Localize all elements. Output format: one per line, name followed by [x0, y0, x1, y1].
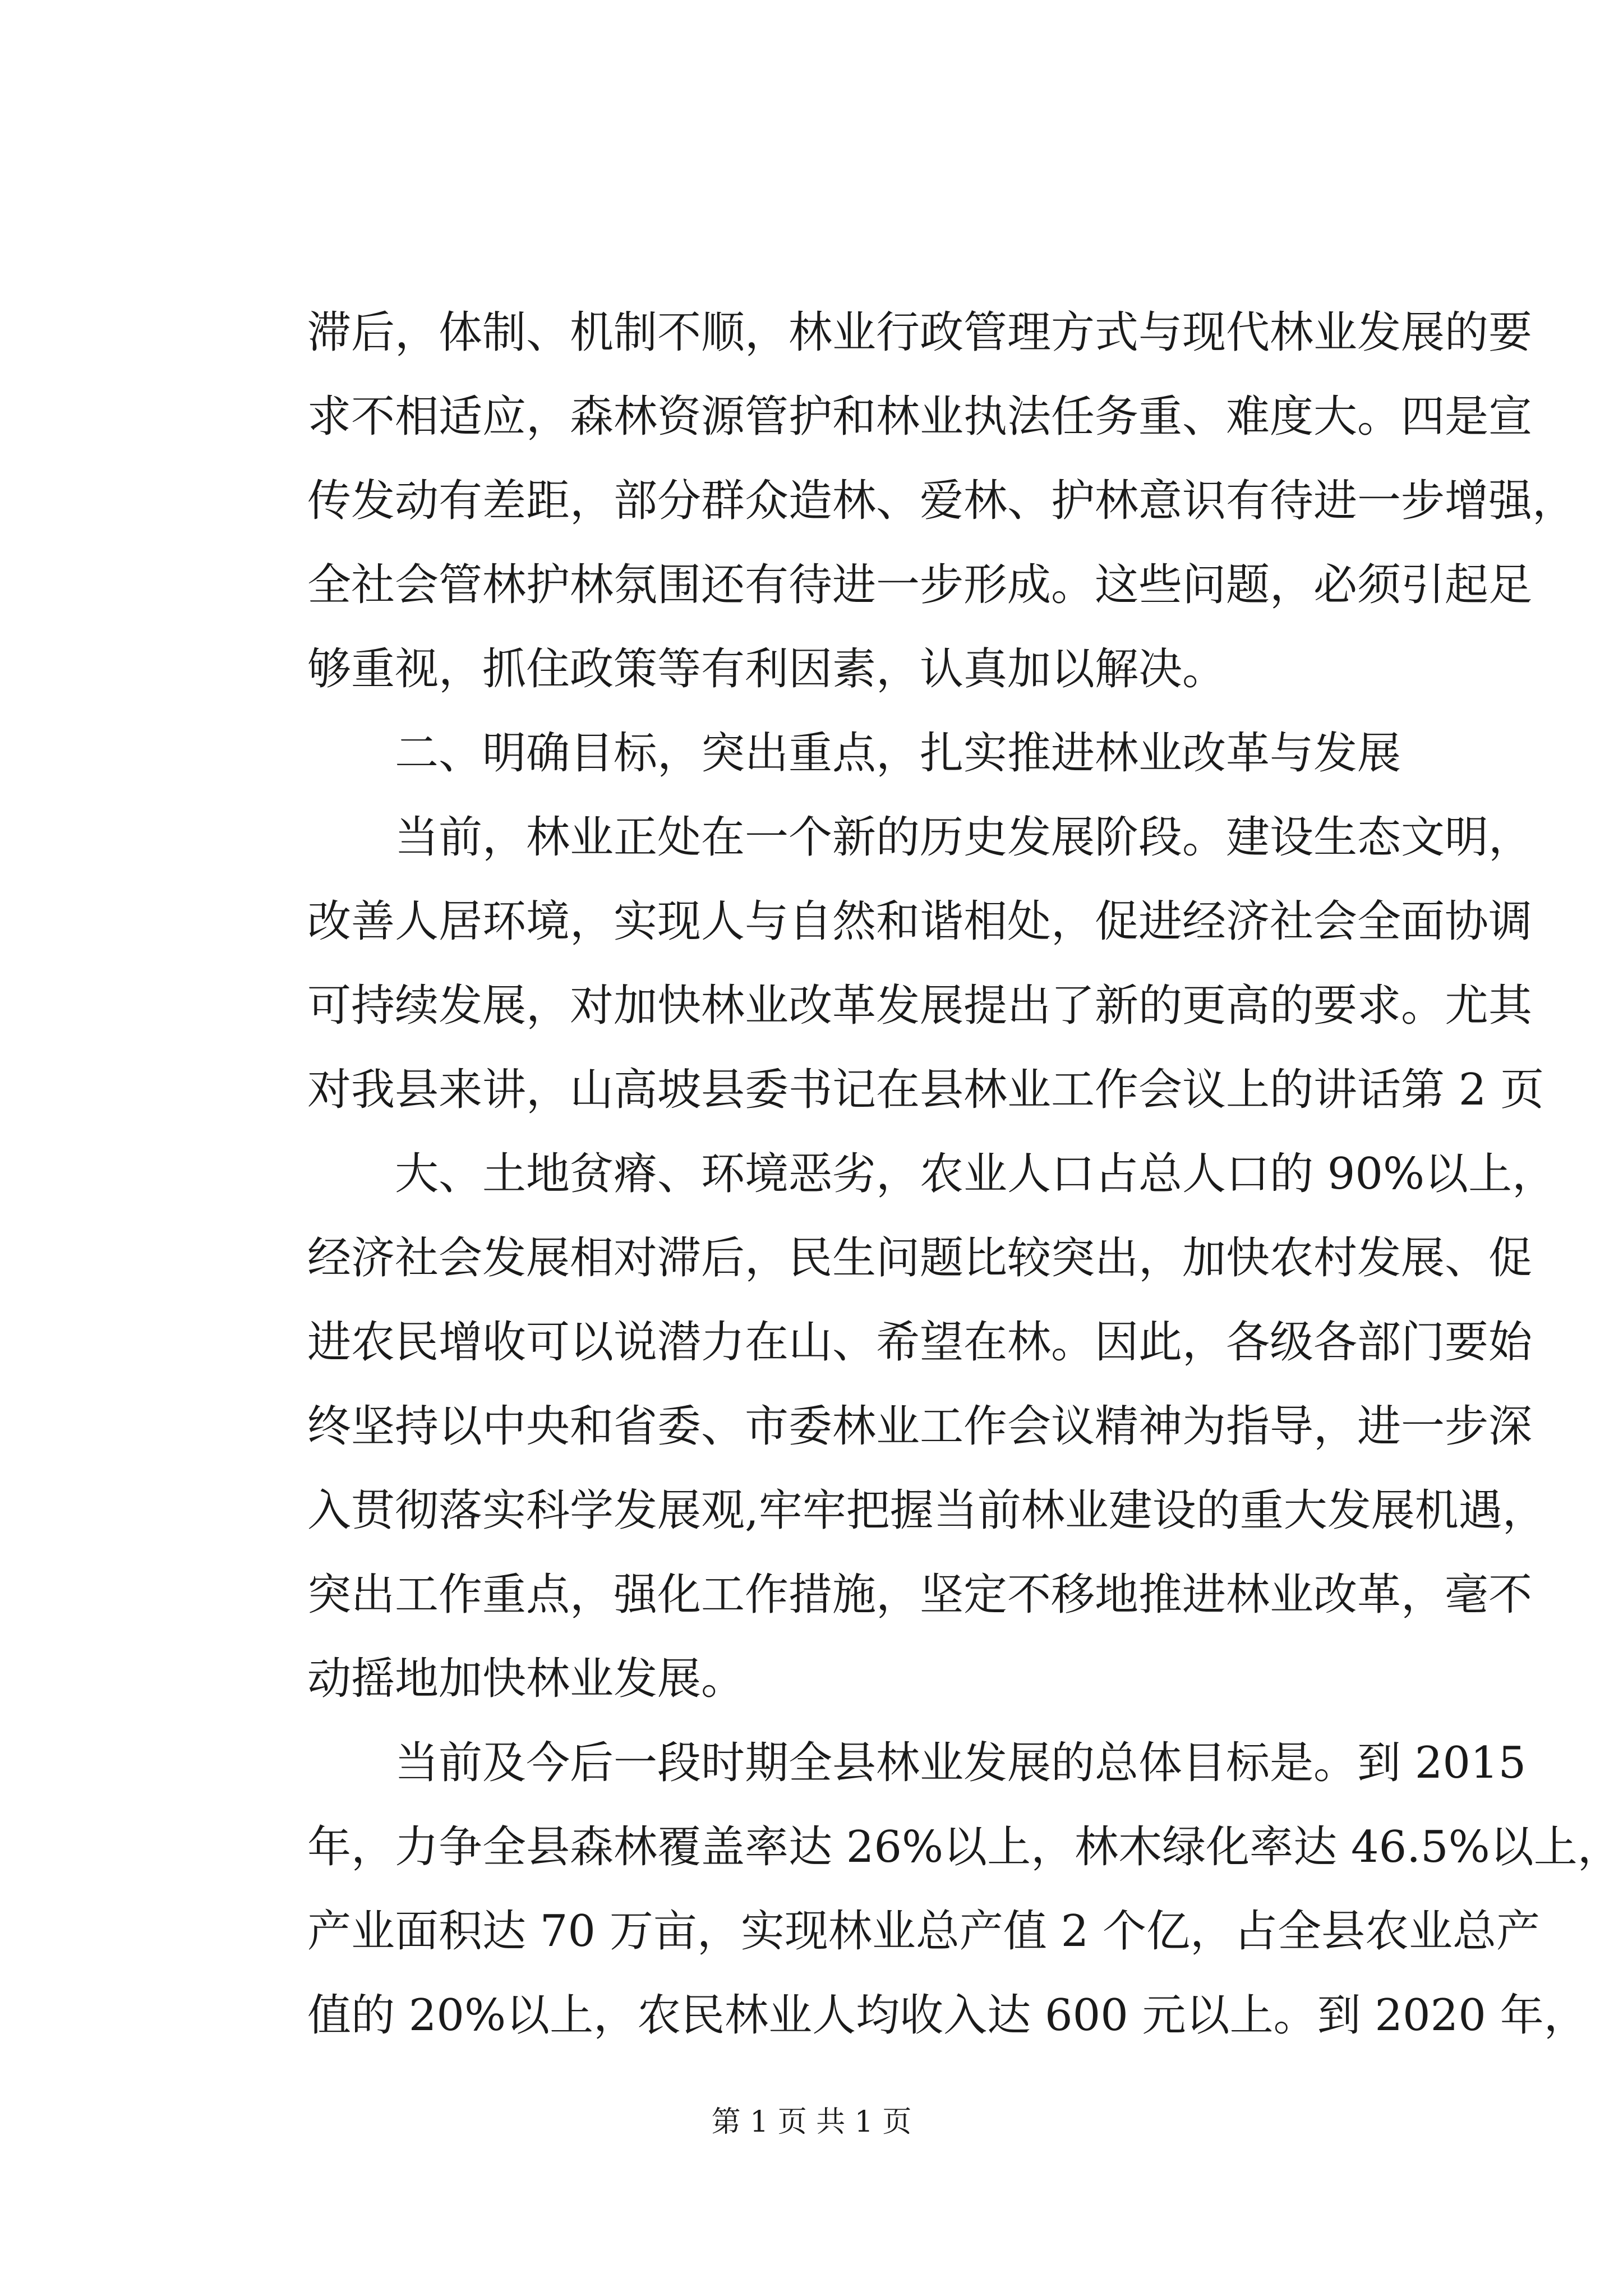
text-line: 进农民增收可以说潜力在山、希望在林。因此，各级各部门要始: [307, 1317, 1533, 1368]
text-line: 当前及今后一段时期全县林业发展的总体目标是。到 2015: [395, 1738, 1527, 1788]
text-line: 产业面积达 70 万亩，实现林业总产值 2 个亿，占全县农业总产: [307, 1906, 1541, 1957]
text-line: 突出工作重点，强化工作措施，坚定不移地推进林业改革，毫不: [307, 1570, 1533, 1620]
text-line: 大、土地贫瘠、环境恶劣，农业人口占总人口的 90%以上，: [395, 1149, 1556, 1199]
text-line: 入贯彻落实科学发展观,牢牢把握当前林业建设的重大发展机遇，: [307, 1485, 1546, 1536]
text-line: 二、明确目标，突出重点，扎实推进林业改革与发展: [395, 728, 1401, 779]
text-line: 当前，林业正处在一个新的历史发展阶段。建设生态文明，: [395, 812, 1533, 863]
text-line: 经济社会发展相对滞后，民生问题比较突出，加快农村发展、促: [307, 1233, 1533, 1283]
text-line: 值的 20%以上，农民林业人均收入达 600 元以上。到 2020 年，: [307, 1990, 1588, 2041]
text-line: 够重视，抓住政策等有利因素，认真加以解决。: [307, 644, 1227, 694]
text-line: 传发动有差距，部分群众造林、爱林、护林意识有待进一步增强，: [307, 476, 1576, 526]
text-line: 求不相适应，森林资源管护和林业执法任务重、难度大。四是宣: [307, 392, 1533, 442]
body-text: [307, 291, 1621, 2058]
text-line: 可持续发展，对加快林业改革发展提出了新的更高的要求。尤其: [307, 981, 1533, 1031]
text-line: 滞后，体制、机制不顺，林业行政管理方式与现代林业发展的要: [307, 307, 1533, 358]
text-line: 动摇地加快林业发展。: [307, 1654, 745, 1704]
text-line: 改善人居环境，实现人与自然和谐相处，促进经济社会全面协调: [307, 896, 1533, 947]
text-line: 终坚持以中央和省委、市委林业工作会议精神为指导，进一步深: [307, 1401, 1533, 1452]
page-footer: 第 1 页 共 1 页: [711, 2105, 912, 2139]
text-line: 全社会管林护林氛围还有待进一步形成。这些问题，必须引起足: [307, 560, 1533, 610]
text-line: 年，力争全县森林覆盖率达 26%以上，林木绿化率达 46.5%以上，: [307, 1822, 1621, 1872]
text-line: 对我县来讲，山高坡县委书记在县林业工作会议上的讲话第 2 页: [307, 1065, 1544, 1115]
